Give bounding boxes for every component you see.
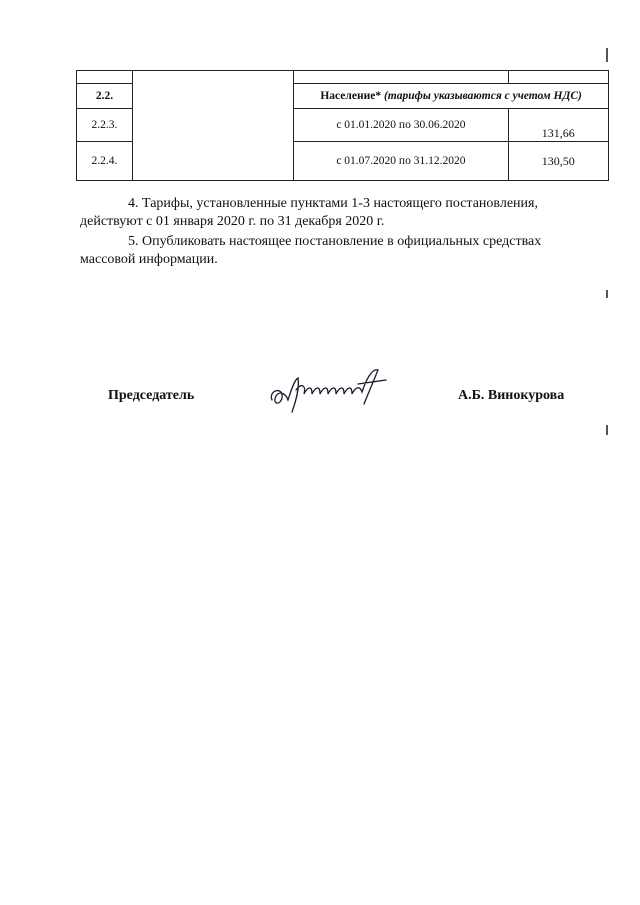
group-label-italic: (тарифы указываются с учетом НДС) (383, 90, 582, 102)
paragraph-5 (80, 233, 596, 269)
signatory-name: А.Б. Винокурова (458, 388, 565, 403)
group-label (294, 84, 609, 109)
scan-artifact (606, 290, 608, 298)
group-label-bold: Население* (320, 90, 382, 102)
scan-artifact (606, 425, 608, 435)
scan-artifact (606, 48, 608, 62)
handwritten-signature (266, 360, 396, 420)
table-cell-empty (77, 71, 133, 84)
row-number: 2.2.4. (77, 142, 133, 181)
paragraph-5-line-2: массовой информации. (80, 252, 218, 267)
row-number: 2.2.3. (77, 109, 133, 142)
table-row-top-partial (77, 71, 609, 84)
paragraph-5-line-1: 5. Опубликовать настоящее постановление в официальных средствах (128, 234, 542, 249)
table-cell-merged-name (132, 71, 293, 181)
row-period: с 01.01.2020 по 30.06.2020 (294, 109, 508, 142)
paragraph-4 (80, 195, 596, 231)
row-value: 130,50 (508, 142, 608, 181)
row-period: с 01.07.2020 по 31.12.2020 (294, 142, 508, 181)
paragraph-4-line-2: действуют с 01 января 2020 г. по 31 декабря 2020 г. (80, 214, 385, 229)
signatory-role: Председатель (108, 388, 195, 403)
group-number: 2.2. (77, 84, 133, 109)
tariff-table (76, 70, 609, 181)
row-value: 131,66 (508, 109, 608, 142)
table-cell-empty (294, 71, 508, 84)
table-cell-empty (508, 71, 608, 84)
paragraph-4-line-1: 4. Тарифы, установленные пунктами 1-3 настоящего постановления, (128, 196, 538, 211)
